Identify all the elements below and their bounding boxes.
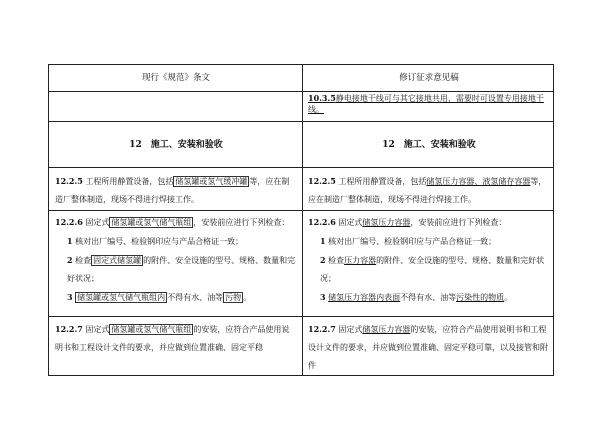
list-item: 2 检查 固定式储氢罐 的附件、安全设施的型号、规格、数量和完好状况；	[67, 255, 296, 283]
list-item: 1 核对出厂编号、检验钢印应与产品合格证一致；	[320, 236, 497, 246]
comparison-table	[48, 64, 554, 376]
clause-12-2-7-current: 12.2.7 固定式 储氢罐或氢气储气瓶组 的安装，应符合产品使用说明书和工程设计文件的要求，并应做到位置准确、固定平稳	[55, 324, 290, 352]
left-column-title: 现行《规范》条文	[141, 73, 210, 83]
row-divider	[49, 167, 553, 168]
revised-text: 储氢压力容器	[362, 218, 411, 227]
clause-number: 12.2.6	[55, 217, 83, 227]
marked-text: 储氢罐或氢气储气瓶组	[111, 325, 192, 334]
marked-text: 固定式储氢罐	[93, 256, 142, 265]
row-divider	[49, 121, 553, 122]
clause-10-3-5	[308, 93, 550, 115]
section-heading-left: 12 施工、安装和验收	[129, 140, 223, 150]
row-divider	[49, 91, 553, 92]
marked-text: 污物	[225, 293, 242, 302]
revised-text: 储氢压力容器、液氢储存容器	[426, 177, 531, 186]
clause-12-2-5-revised: 12.2.5 工程所用静置设备，包括储氢压力容器、液氢储存容器等，应在制造厂整体制造，现场不得进行焊接工作。	[308, 176, 547, 204]
row-divider	[49, 316, 553, 317]
revised-text: 储氢压力容器	[362, 325, 411, 334]
clause-number: 12.2.5	[55, 176, 83, 186]
clause-12-2-6-revised: 12.2.6 固定式储氢压力容器，安装前应进行下列检查： 1 核对出厂编号、检验钢印应与产品合格证一致； 2 检查压力容器的附件、安全设施的型号、规格、数量和完好状况； 3 储氢压力容器内表面不得有水、油等污染性的物质。	[308, 213, 550, 307]
clause-number: 10.3.5	[308, 93, 336, 103]
revised-text: 压力容器	[344, 256, 377, 265]
list-item: 1 核对出厂编号、检验钢印应与产品合格证一致；	[67, 236, 244, 246]
clause-12-2-5-current: 12.2.5 工程所用静置设备，包括 储氢罐或氢气缓冲罐 等，应在制造厂整体制造，现场不得进行焊接工作。	[55, 176, 290, 204]
marked-text: 储氢罐或氢气缓冲罐	[175, 177, 248, 186]
section-heading-right: 12 施工、安装和验收	[382, 140, 476, 150]
column-divider	[302, 65, 303, 375]
list-item: 3 储氢罐或氢气储气瓶组内 不得有水、油等 污物 。	[67, 292, 252, 302]
revised-text: 储氢压力容器内表面	[328, 293, 401, 302]
right-column-title: 修订征求意见稿	[399, 73, 459, 83]
clause-text: 静电接地干线可与其它接地共用，需要时可设置专用接地干线。	[308, 94, 544, 114]
revised-text: 污染性的物质	[456, 293, 505, 302]
clause-number: 12.2.6	[308, 217, 336, 227]
marked-text: 储氢罐或氢气储气瓶组	[111, 218, 192, 227]
clause-number: 12.2.7	[308, 324, 336, 334]
marked-text: 储氢罐或氢气储气瓶组内	[77, 293, 166, 302]
list-item: 2 检查压力容器的附件、安全设施的型号、规格、数量和完好状况；	[320, 255, 545, 283]
clause-number: 12.2.7	[55, 324, 83, 334]
clause-number: 12.2.5	[308, 176, 336, 186]
clause-12-2-6-current: 12.2.6 固定式 储氢罐或氢气储气瓶组 ，安装前应进行下列检查： 1 核对出厂编号、检验钢印应与产品合格证一致； 2 检查 固定式储氢罐 的附件、安全设施的型号、规格、数量和完好状况； 3 储氢罐或氢气储气瓶组内 不得有水、油等 污物 。	[55, 213, 297, 307]
list-item: 3 储氢压力容器内表面不得有水、油等污染性的物质。	[320, 292, 513, 302]
clause-12-2-7-revised: 12.2.7 固定式储氢压力容器的安装，应符合产品使用说明书和工程设计文件的要求，并应做到位置准确、固定平稳可靠，以及接管和附件	[308, 324, 548, 370]
row-divider	[49, 210, 553, 211]
